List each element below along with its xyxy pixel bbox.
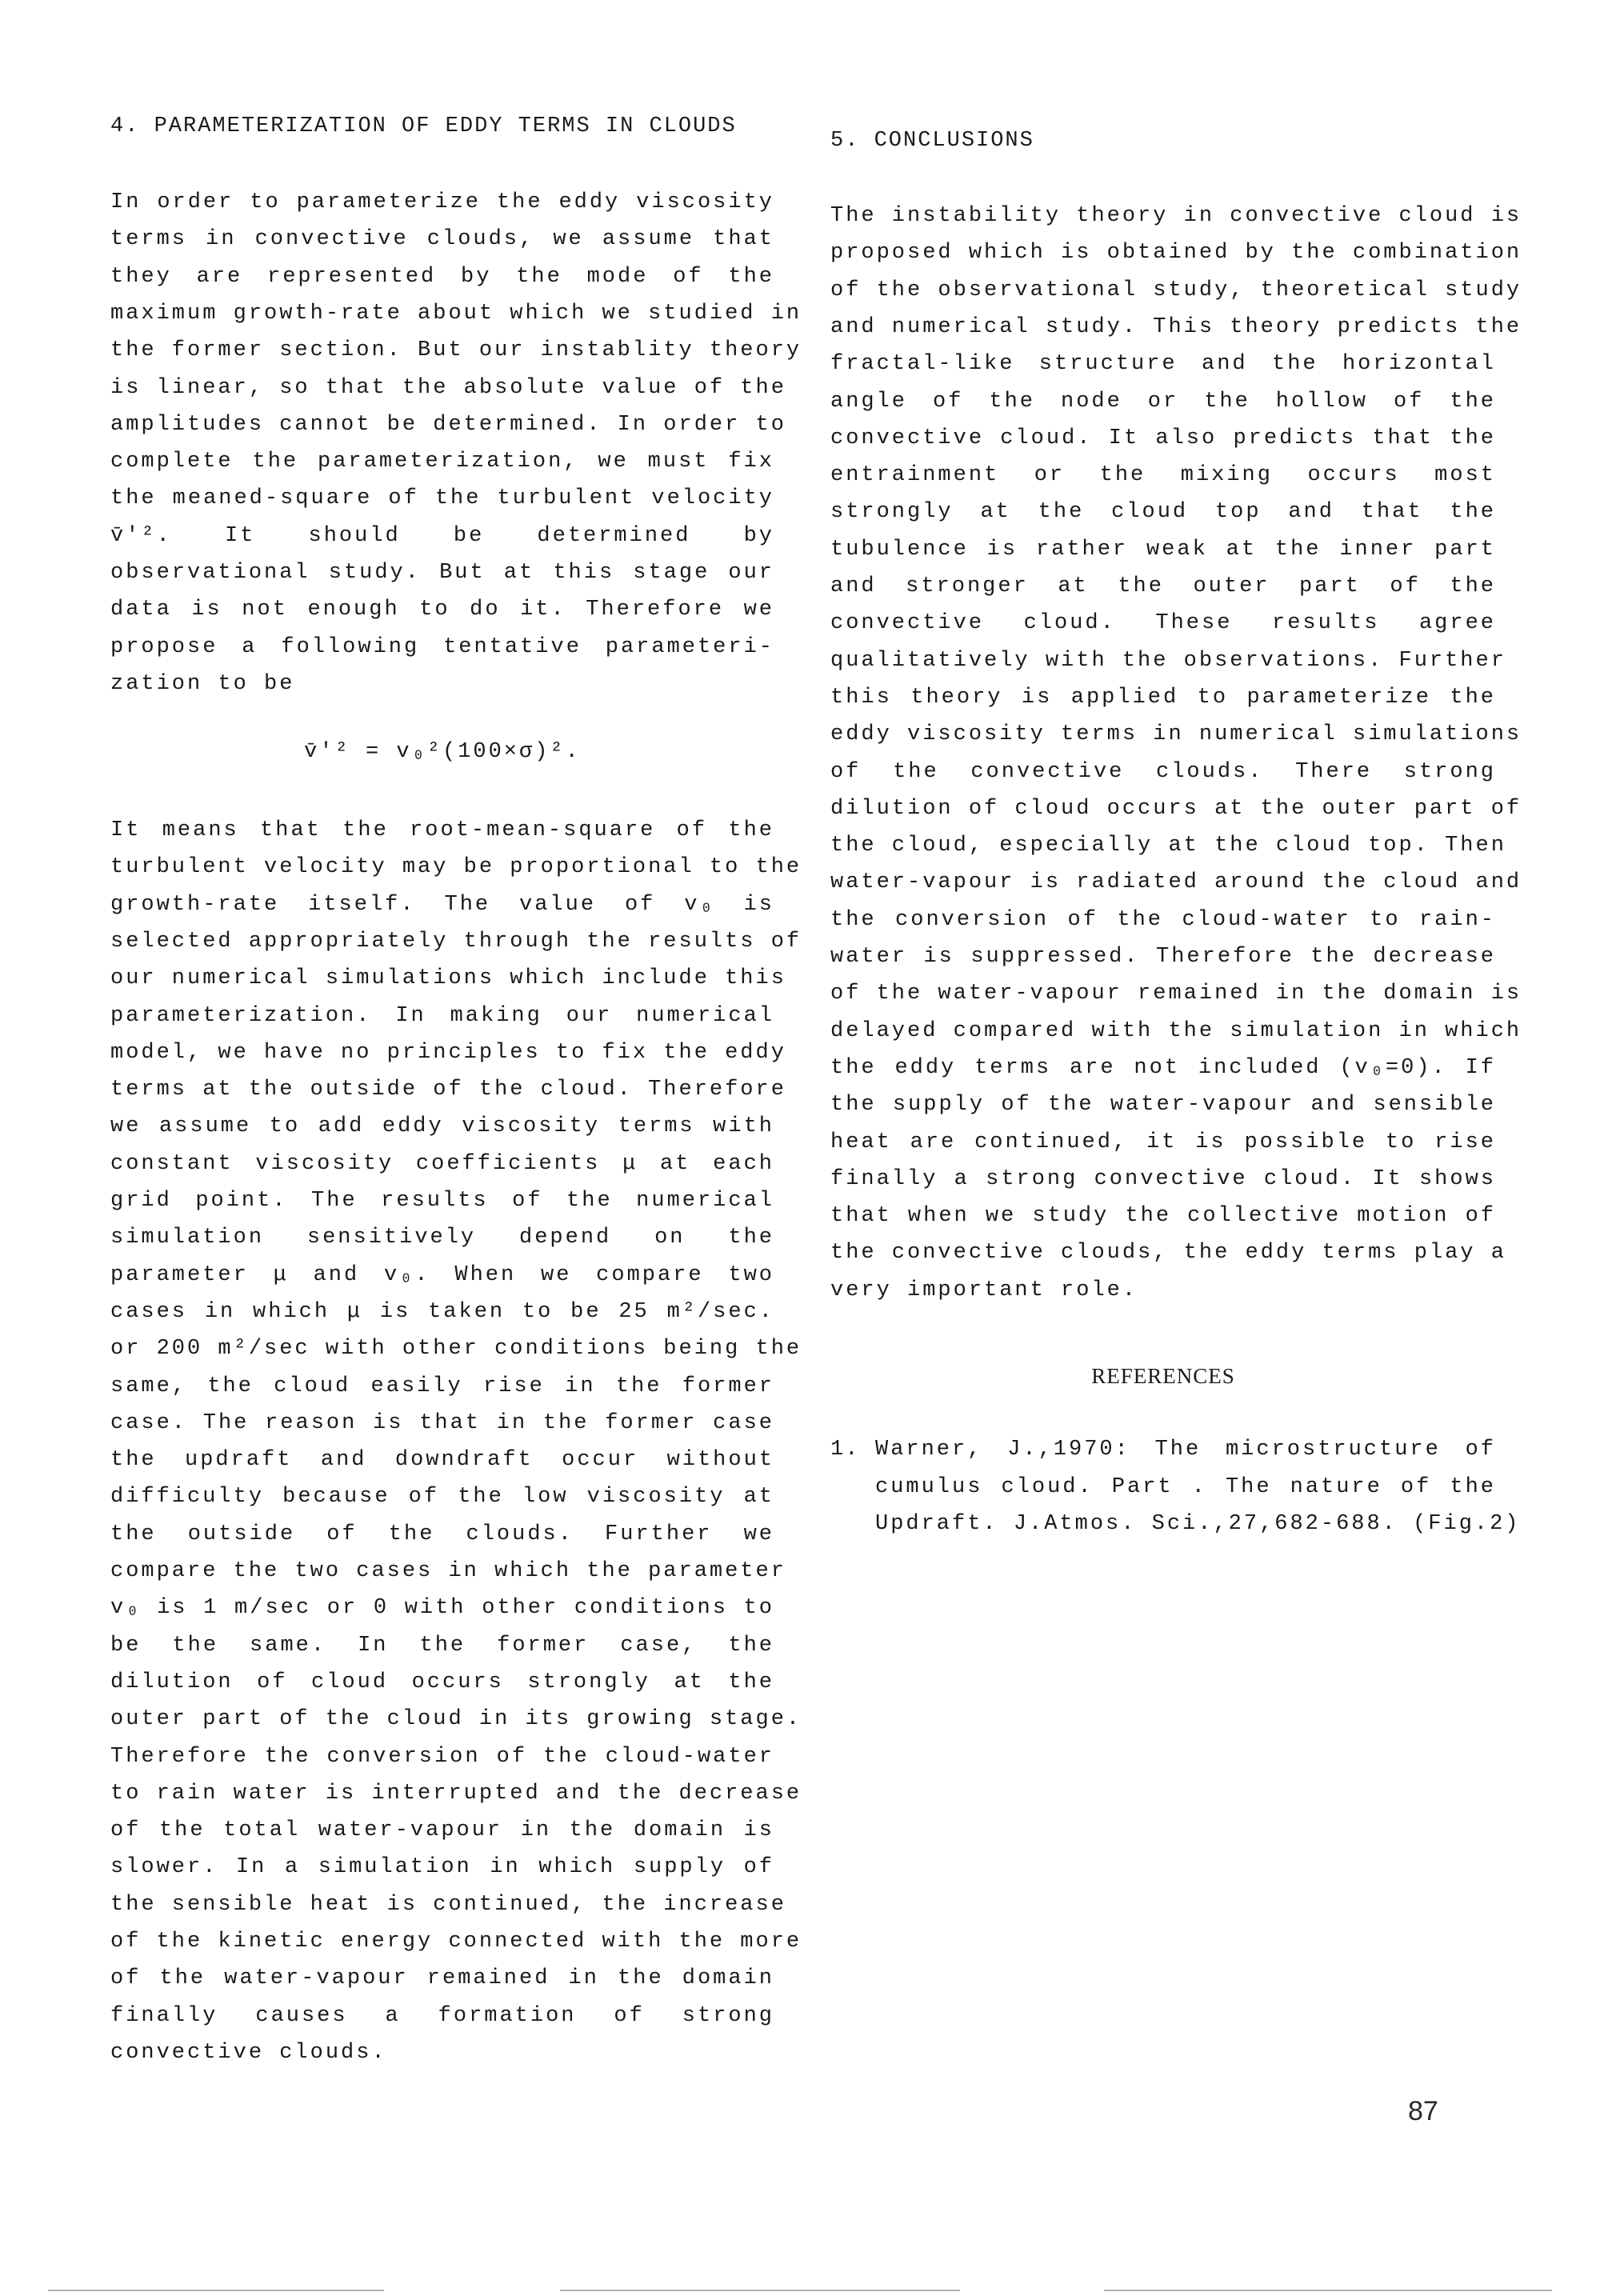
text-line: entrainment or the mixing occurs most — [830, 463, 1496, 488]
reference-line: Updraft. J.Atmos. Sci.,27,682-688. (Fig.2) — [875, 1512, 1521, 1536]
scan-edge-mark — [48, 2290, 384, 2291]
text-line: finally causes a formation of strong — [110, 2003, 774, 2028]
text-line: terms at the outside of the cloud. Therefore — [110, 1078, 786, 1102]
text-line: dilution of cloud occurs at the outer part of — [830, 796, 1522, 821]
text-line: water is suppressed. Therefore the decrease — [830, 945, 1496, 969]
text-line: maximum growth-rate about which we studied in — [110, 301, 802, 326]
reference-line: Warner, J.,1970: The microstructure of — [875, 1438, 1496, 1462]
text-line: to rain water is interrupted and the decrease — [110, 1781, 802, 1806]
text-line: or 200 m²/sec with other conditions being the — [110, 1337, 802, 1362]
text-line: convective cloud. These results agree — [830, 611, 1496, 636]
text-line: of the convective clouds. There strong — [830, 759, 1496, 784]
text-line: the sensible heat is continued, the increase — [110, 1892, 786, 1917]
text-line: the meaned-square of the turbulent velocity — [110, 486, 774, 511]
text-line: this theory is applied to parameterize the — [830, 685, 1496, 710]
text-line: Therefore the conversion of the cloud-water — [110, 1744, 774, 1769]
references-heading: REFERENCES — [1091, 1364, 1235, 1388]
text-line: delayed compared with the simulation in which — [830, 1018, 1522, 1043]
text-line: the eddy terms are not included (v₀=0). If — [830, 1055, 1496, 1080]
text-line: constant viscosity coefficients μ at each — [110, 1151, 774, 1176]
text-line: very important role. — [830, 1278, 1138, 1302]
text-line: It means that the root-mean-square of the — [110, 818, 774, 842]
text-line: v₀ is 1 m/sec or 0 with other conditions to — [110, 1596, 774, 1621]
text-line: In order to parameterize the eddy viscosity — [110, 190, 774, 214]
text-line: growth-rate itself. The value of v₀ is — [110, 892, 774, 917]
equation: v̄′² = v₀²(100×σ)². — [304, 740, 581, 764]
text-line: the cloud, especially at the cloud top. Then — [830, 834, 1506, 858]
text-line: parameter μ and v₀. When we compare two — [110, 1262, 774, 1287]
text-line: convective clouds. — [110, 2040, 387, 2065]
text-line: v̄′². It should be determined by — [110, 523, 774, 548]
text-line: that when we study the collective motion of — [830, 1204, 1496, 1229]
reference-number: 1. — [830, 1438, 860, 1462]
text-line: of the kinetic energy connected with the more — [110, 1930, 802, 1954]
text-line: of the water-vapour remained in the domain is — [830, 982, 1522, 1006]
text-line: finally a strong convective cloud. It shows — [830, 1166, 1496, 1191]
text-line: slower. In a simulation in which supply of — [110, 1855, 774, 1880]
text-line: The instability theory in convective cloud is — [830, 204, 1522, 228]
scan-edge-mark — [560, 2290, 960, 2291]
text-line: model, we have no principles to fix the eddy — [110, 1040, 786, 1065]
text-line: our numerical simulations which include this — [110, 966, 786, 991]
reference-line: cumulus cloud. Part . The nature of the — [875, 1474, 1496, 1499]
text-line: heat are continued, it is possible to rise — [830, 1130, 1496, 1154]
section-4-heading: 4. PARAMETERIZATION OF EDDY TERMS IN CLOUDS — [110, 114, 737, 138]
text-line: be the same. In the former case, the — [110, 1633, 774, 1658]
text-line: the conversion of the cloud-water to rain- — [830, 907, 1496, 932]
text-line: the updraft and downdraft occur without — [110, 1448, 774, 1473]
text-line: selected appropriately through the results of — [110, 929, 802, 954]
text-line: cases in which μ is taken to be 25 m²/sec. — [110, 1299, 774, 1324]
text-line: dilution of cloud occurs strongly at the — [110, 1670, 774, 1694]
text-line: they are represented by the mode of the — [110, 264, 774, 289]
text-line: simulation sensitively depend on the — [110, 1226, 774, 1250]
text-line: turbulent velocity may be proportional to the — [110, 855, 802, 880]
text-line: convective cloud. It also predicts that the — [830, 426, 1496, 450]
text-line: amplitudes cannot be determined. In order to — [110, 412, 786, 437]
text-line: tubulence is rather weak at the inner part — [830, 537, 1496, 562]
text-line: grid point. The results of the numerical — [110, 1189, 774, 1213]
section-5-heading: 5. CONCLUSIONS — [830, 129, 1034, 153]
text-line: strongly at the cloud top and that the — [830, 500, 1496, 525]
text-line: of the total water-vapour in the domain is — [110, 1818, 774, 1843]
text-line: terms in convective clouds, we assume that — [110, 227, 774, 252]
text-line: case. The reason is that in the former case — [110, 1410, 774, 1435]
text-line: eddy viscosity terms in numerical simulations — [830, 722, 1522, 747]
text-line: outer part of the cloud in its growing stage. — [110, 1707, 802, 1732]
text-line: water-vapour is radiated around the cloud and — [830, 870, 1522, 895]
text-line: zation to be — [110, 671, 295, 696]
text-line: same, the cloud easily rise in the former — [110, 1374, 774, 1398]
text-line: fractal-like structure and the horizontal — [830, 352, 1496, 377]
text-line: complete the parameterization, we must fix — [110, 450, 774, 474]
text-line: the outside of the clouds. Further we — [110, 1522, 774, 1546]
page-number: 87 — [1408, 2096, 1438, 2126]
text-line: and numerical study. This theory predicts the — [830, 314, 1522, 339]
text-line: and stronger at the outer part of the — [830, 574, 1496, 598]
text-line: propose a following tentative parameteri- — [110, 634, 774, 659]
text-line: the supply of the water-vapour and sensible — [830, 1093, 1496, 1118]
text-line: compare the two cases in which the parameter — [110, 1559, 786, 1583]
text-line: we assume to add eddy viscosity terms with — [110, 1114, 774, 1139]
text-line: observational study. But at this stage our — [110, 561, 774, 585]
scan-edge-mark — [1104, 2290, 1552, 2291]
text-line: qualitatively with the observations. Further — [830, 648, 1506, 673]
text-line: angle of the node or the hollow of the — [830, 389, 1496, 414]
text-line: the convective clouds, the eddy terms play a — [830, 1241, 1506, 1266]
text-line: of the water-vapour remained in the domain — [110, 1966, 774, 1991]
text-line: is linear, so that the absolute value of the — [110, 375, 786, 400]
text-line: of the observational study, theoretical study — [830, 278, 1522, 302]
text-line: parameterization. In making our numerical — [110, 1003, 774, 1028]
text-line: data is not enough to do it. Therefore we — [110, 598, 774, 622]
text-line: the former section. But our instablity theory — [110, 338, 802, 363]
text-line: difficulty because of the low viscosity at — [110, 1485, 774, 1510]
text-line: proposed which is obtained by the combination — [830, 241, 1522, 266]
